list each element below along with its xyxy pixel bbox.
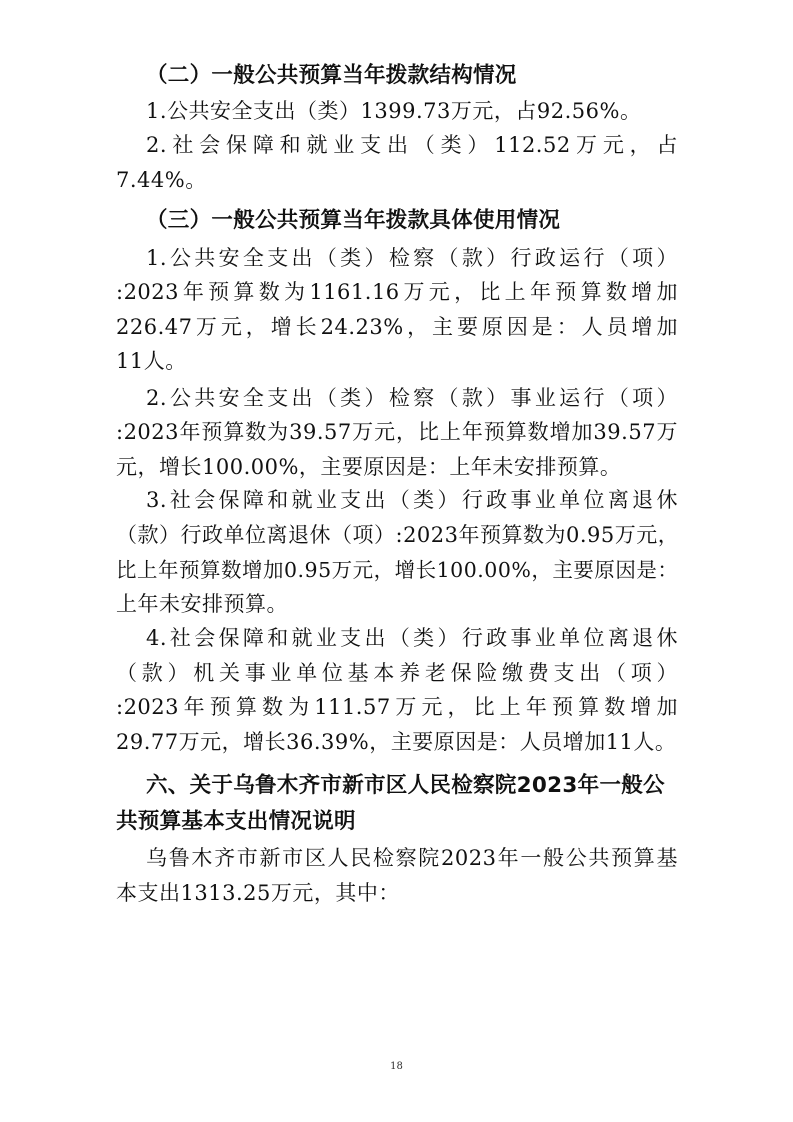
section-3-item-4-line-1: 4.社会保障和就业支出（类）行政事业单位离退休	[146, 626, 678, 650]
section-3-item-1-line-4: 11人。	[116, 349, 187, 373]
section-6-heading-line-2: 共预算基本支出情况说明	[116, 809, 356, 834]
section-3-item-2-line-2: :2023年预算数为39.57万元，比上年预算数增加39.57万	[116, 420, 678, 444]
section-6-heading-line-1: 六、关于乌鲁木齐市新市区人民检察院2023年一般公	[146, 773, 665, 798]
section-3-item-1-line-2: :2023年预算数为1161.16万元，比上年预算数增加	[116, 280, 678, 304]
section-3-item-1-line-3: 226.47万元，增长24.23%，主要原因是：人员增加	[116, 315, 678, 339]
section-3-item-3-line-1: 3.社会保障和就业支出（类）行政事业单位离退休	[146, 488, 678, 512]
section-3-item-1-line-1: 1.公共安全支出（类）检察（款）行政运行（项）	[146, 246, 678, 270]
section-2-item-1: 1.公共安全支出（类）1399.73万元，占92.56%。	[146, 99, 642, 123]
section-3-item-3-line-4: 上年未安排预算。	[116, 592, 288, 616]
section-3-item-4-line-2: （款）机关事业单位基本养老保险缴费支出（项）	[116, 661, 678, 685]
section-2-heading: （二）一般公共预算当年拨款结构情况	[146, 63, 517, 88]
section-2-item-2-line-2: 7.44%。	[116, 168, 207, 192]
section-3-item-2-line-1: 2.公共安全支出（类）检察（款）事业运行（项）	[146, 386, 678, 410]
section-3-item-3-line-3: 比上年预算数增加0.95万元，增长100.00%，主要原因是：	[116, 558, 679, 582]
section-6-body-line-2: 本支出1313.25万元，其中：	[116, 881, 400, 905]
section-2-item-2-line-1: 2.社会保障和就业支出（类）112.52万元，占	[146, 133, 678, 157]
section-3-item-3-line-2: （款）行政单位离退休（项）:2023年预算数为0.95万元，	[116, 523, 680, 547]
section-3-item-2-line-3: 元，增长100.00%，主要原因是：上年未安排预算。	[116, 455, 622, 479]
page-number: 18	[390, 1061, 403, 1072]
section-3-item-4-line-3: :2023年预算数为111.57万元，比上年预算数增加	[116, 695, 678, 719]
section-6-body-line-1: 乌鲁木齐市新市区人民检察院2023年一般公共预算基	[146, 846, 678, 870]
section-3-heading: （三）一般公共预算当年拨款具体使用情况	[146, 208, 561, 233]
section-3-item-4-line-4: 29.77万元，增长36.39%，主要原因是：人员增加11人。	[116, 730, 677, 754]
